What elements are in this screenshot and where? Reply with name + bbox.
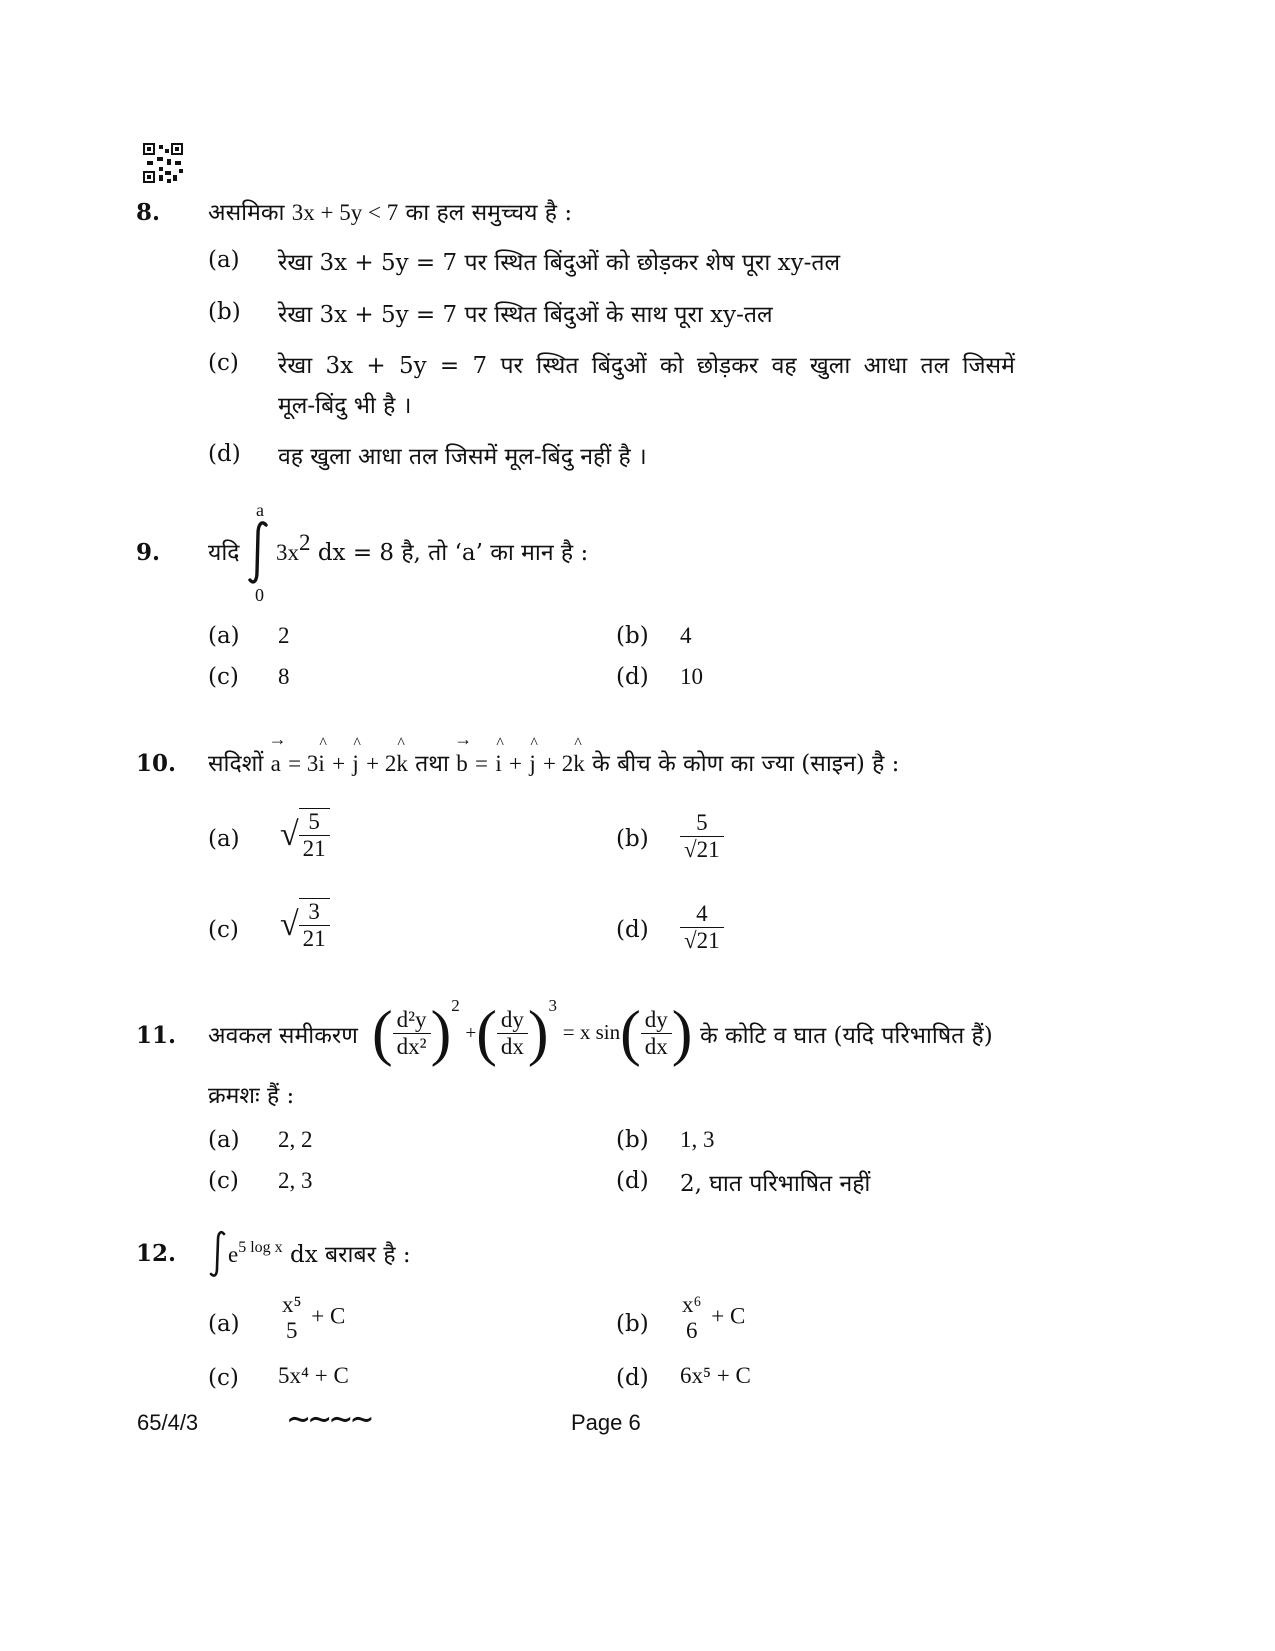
q11-option-label: (c)	[208, 1168, 239, 1194]
unit-i	[495, 735, 504, 777]
unit-j-letter: j	[529, 751, 536, 776]
unit-i-letter: i	[318, 751, 325, 776]
fraction-denominator: 21	[299, 835, 330, 862]
q9-option-value: 8	[278, 664, 290, 689]
question-10-stem	[208, 729, 900, 778]
right-paren: )	[671, 999, 693, 1068]
plus-c: + C	[711, 1303, 746, 1329]
hat-icon: ^	[496, 735, 504, 752]
q10-plus2: + 2	[543, 751, 574, 776]
right-paren: )	[430, 999, 452, 1068]
q8-option-b-text: रेखा 3x + 5y = 7 पर स्थित बिंदुओं के साथ पूरा xy-तल	[278, 302, 773, 328]
q11-option-value: 2, घात परिभाषित नहीं	[680, 1171, 871, 1197]
question-12-number: 12.	[136, 1240, 177, 1267]
q9-option-label: (d)	[616, 664, 649, 690]
integral-sign-icon	[246, 520, 272, 586]
fraction-denominator: 6	[686, 1318, 698, 1343]
q10-eq-a: = 3	[288, 751, 319, 776]
q12-option-value: 6x⁵ + C	[680, 1363, 751, 1388]
integral-upper-limit: a	[256, 500, 264, 520]
hat-icon: ^	[574, 735, 582, 752]
q12-option-label: (c)	[208, 1365, 239, 1391]
fraction-numerator: x⁵	[282, 1292, 302, 1317]
fraction-denominator: dx	[641, 1033, 672, 1060]
vector-a	[268, 729, 287, 777]
exponent: 3	[548, 996, 557, 1015]
hat-icon: ^	[353, 735, 361, 752]
q8-option-c-line2: मूल-बिंदु भी है ।	[278, 393, 412, 419]
q10-option-a-sqrt	[280, 808, 330, 862]
question-8-number: 8.	[136, 199, 161, 226]
fraction-numerator: 3	[308, 899, 320, 924]
q9-option-label: (a)	[208, 623, 240, 649]
q12-option-a	[278, 1292, 345, 1344]
unit-k	[573, 735, 585, 777]
fraction-numerator: dy	[500, 1007, 524, 1033]
fraction-denominator: √21	[680, 836, 724, 863]
q10-option-b-frac	[680, 810, 724, 863]
q10-option-c-sqrt	[280, 898, 330, 952]
q12-rest: dx बराबर है :	[289, 1242, 411, 1268]
q8-option-d-text: वह खुला आधा तल जिसमें मूल-बिंदु नहीं है ।	[278, 444, 647, 470]
q10-plus: +	[509, 751, 523, 776]
q12-option-b	[678, 1292, 745, 1344]
unit-k-letter: k	[396, 751, 408, 776]
exponent: 2	[451, 996, 460, 1015]
q8-option-label: (a)	[208, 247, 240, 273]
q11-prefix: अवकल समीकरण	[208, 1023, 358, 1049]
vector-arrow-icon: →	[454, 729, 473, 749]
left-paren: (	[372, 999, 393, 1068]
page-number: Page 6	[571, 1410, 641, 1435]
q10-option-d-frac	[680, 901, 724, 954]
left-paren: (	[620, 999, 641, 1068]
unit-j-letter: j	[352, 751, 359, 776]
q9-option-value: 10	[680, 664, 703, 689]
question-9-prefix: यदि	[208, 540, 240, 566]
q11-option-label: (d)	[616, 1168, 649, 1194]
q9-option-label: (b)	[616, 623, 649, 649]
q10-option-label: (d)	[616, 917, 649, 943]
q12-option-label: (a)	[208, 1311, 240, 1337]
vector-a-letter: a	[270, 751, 281, 776]
question-8-inequality: 3x + 5y < 7	[291, 200, 399, 225]
question-12-stem	[228, 1237, 411, 1269]
q9-integrand: 3x	[276, 540, 299, 565]
q11-option-value: 1, 3	[680, 1127, 715, 1152]
q9-option-value: 4	[680, 623, 692, 648]
unit-i	[318, 735, 327, 777]
question-8-stem	[208, 195, 572, 227]
q11-line2: क्रमशः हैं :	[208, 1083, 295, 1109]
q12-option-label: (d)	[616, 1365, 649, 1391]
q8-option-label: (b)	[208, 299, 241, 325]
radical-sign: √	[280, 816, 299, 853]
equals-x-sin: = x sin	[562, 1020, 621, 1044]
q10-option-label: (a)	[208, 826, 240, 852]
integral-lower-limit: 0	[255, 585, 264, 605]
hat-icon: ^	[530, 735, 538, 752]
q10-tatha: तथा	[415, 751, 449, 777]
q10-prefix: सदिशों	[208, 751, 264, 777]
integral-sign-icon	[208, 1230, 228, 1278]
q9-rest: dx = 8 है, तो ‘a’ का मान है :	[317, 540, 589, 566]
question-11-number: 11.	[136, 1022, 177, 1049]
question-10-number: 10.	[136, 750, 177, 777]
plus-c: + C	[311, 1303, 346, 1329]
fraction-denominator: √21	[680, 927, 724, 954]
tilde-mark: ∼∼∼∼	[286, 1402, 371, 1437]
left-paren: (	[476, 999, 497, 1068]
q11-suffix: के कोटि व घात (यदि परिभाषित हैं)	[700, 1023, 993, 1049]
q8-option-a-text: रेखा 3x + 5y = 7 पर स्थित बिंदुओं को छोड़कर शेष पूरा xy-तल	[278, 250, 841, 276]
q11-equation	[372, 996, 692, 1076]
fraction-numerator: 4	[696, 901, 708, 926]
unit-j	[352, 735, 361, 777]
question-8-prefix: असमिका	[208, 200, 285, 226]
fraction-denominator: dx²	[393, 1033, 431, 1060]
fraction-numerator: dy	[644, 1007, 668, 1033]
fraction-numerator: x⁶	[682, 1292, 702, 1317]
paper-code: 65/4/3	[137, 1410, 199, 1435]
q8-option-label: (d)	[208, 441, 241, 467]
vector-b	[454, 729, 473, 777]
unit-k-letter: k	[573, 751, 585, 776]
fraction-numerator: 5	[308, 809, 320, 834]
unit-j	[529, 735, 538, 777]
q10-plus2: + 2	[366, 751, 397, 776]
hat-icon: ^	[397, 735, 405, 752]
q12-option-label: (b)	[616, 1311, 649, 1337]
fraction-numerator: d²y	[396, 1007, 427, 1033]
q11-option-value: 2, 3	[278, 1168, 313, 1193]
fraction-denominator: dx	[497, 1033, 528, 1060]
q10-suffix: के बीच के कोण का ज्या (साइन) है :	[592, 751, 900, 777]
question-9-stem	[276, 530, 589, 567]
unit-k	[396, 735, 408, 777]
q8-option-label: (c)	[208, 350, 239, 376]
plus-sign: +	[465, 1023, 477, 1044]
q11-option-label: (a)	[208, 1127, 240, 1153]
q10-eq-b: =	[475, 751, 489, 776]
q8-option-c-line1: रेखा 3x + 5y = 7 पर स्थित बिंदुओं को छोड़कर वह खुला आधा तल जिसमें	[278, 353, 1015, 379]
q10-plus: +	[332, 751, 346, 776]
fraction-denominator: 21	[299, 925, 330, 952]
right-paren: )	[527, 999, 549, 1068]
q12-option-value: 5x⁴ + C	[278, 1363, 349, 1388]
unit-i-letter: i	[495, 751, 502, 776]
q12-base: e	[228, 1242, 239, 1267]
q10-option-label: (b)	[616, 826, 649, 852]
vector-b-letter: b	[456, 751, 468, 776]
question-9-number: 9.	[136, 539, 161, 566]
fraction-numerator: 5	[696, 810, 708, 835]
q9-power: 2	[299, 530, 311, 555]
q11-option-label: (b)	[616, 1127, 649, 1153]
fraction-denominator: 5	[286, 1318, 298, 1343]
question-8-suffix: का हल समुच्चय है :	[405, 200, 573, 226]
hat-icon: ^	[319, 735, 327, 752]
vector-arrow-icon: →	[268, 729, 287, 749]
q10-option-label: (c)	[208, 917, 239, 943]
q12-power: 5 log x	[238, 1239, 283, 1256]
qr-code-icon	[143, 143, 183, 183]
q9-option-label: (c)	[208, 664, 239, 690]
radical-sign: √	[280, 906, 299, 943]
q11-option-value: 2, 2	[278, 1127, 313, 1152]
q9-option-value: 2	[278, 623, 290, 648]
